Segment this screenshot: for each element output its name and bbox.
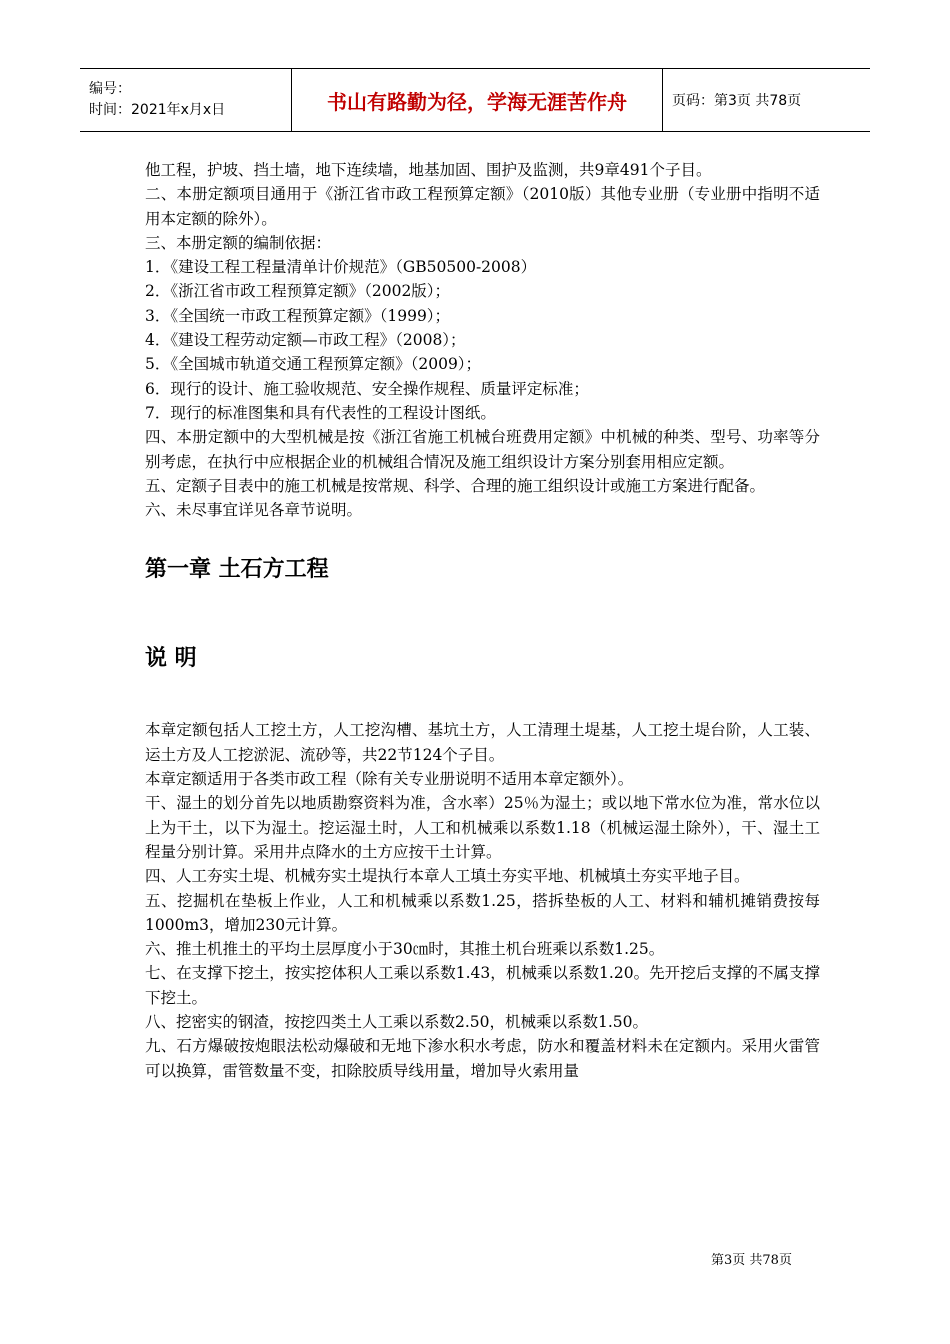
body-paragraph: 他工程，护坡、挡土墙，地下连续墙，地基加固、围护及监测，共9章491个子目。	[145, 161, 712, 179]
body-paragraph: 五、定额子目表中的施工机械是按常规、科学、合理的施工组织设计或施工方案进行配备。	[145, 476, 766, 495]
reference-item: 2．《浙江省市政工程预算定额》（2002版）；	[145, 282, 451, 301]
body-paragraph: 三、本册定额的编制依据：	[145, 233, 332, 252]
header-motto-cell	[291, 69, 663, 131]
document-number-label: 编号：	[89, 81, 131, 97]
body-paragraph: 二、本册定额项目通用于《浙江省市政工程预算定额》（2010版）其他专业册（专业册中指明不适用本定额的除外）。	[145, 185, 820, 228]
body-paragraph: 五、挖掘机在垫板上作业，人工和机械乘以系数1.25，搭拆垫板的人工、材料和辅机摊销费按每1000m3，增加230元计算。	[145, 891, 820, 934]
document-body	[145, 158, 820, 1083]
reference-item: 5．《全国城市轨道交通工程预算定额》（2009）；	[145, 355, 482, 374]
section-body	[145, 718, 820, 1082]
page-footer: 第3页 共78页	[711, 1253, 792, 1268]
reference-item: 1．《建设工程工程量清单计价规范》（GB50500-2008）	[145, 258, 537, 277]
header-page-number: 页码：第3页 共78页	[672, 93, 802, 109]
body-paragraph: 八、挖密实的钢渣，按挖四类土人工乘以系数2.50，机械乘以系数1.50。	[145, 1013, 649, 1032]
reference-item: 7．现行的标准图集和具有代表性的工程设计图纸。	[145, 403, 496, 422]
body-paragraph: 九、石方爆破按炮眼法松动爆破和无地下渗水积水考虑，防水和覆盖材料未在定额内。采用火雷管可以换算，雷管数量不变，扣除胶质导线用量，增加导火索用量	[145, 1037, 820, 1080]
header-left-cell	[80, 69, 291, 131]
body-paragraph: 本章定额适用于各类市政工程（除有关专业册说明不适用本章定额外）。	[145, 770, 634, 789]
body-paragraph: 四、人工夯实土堤、机械夯实土堤执行本章人工填土夯实平地、机械填土夯实平地子目。	[145, 867, 750, 886]
reference-item: 3．《全国统一市政工程预算定额》（1999）；	[145, 306, 451, 325]
body-paragraph: 四、本册定额中的大型机械是按《浙江省施工机械台班费用定额》中机械的种类、型号、功率等分别考虑，在执行中应根据企业的机械组合情况及施工组织设计方案分别套用相应定额。	[145, 428, 820, 471]
document-date: 时间：2021年x月x日	[89, 102, 226, 118]
header-page-cell	[663, 69, 870, 131]
body-paragraph: 六、推土机推土的平均土层厚度小于30㎝时，其推土机台班乘以系数1.25。	[145, 940, 665, 959]
body-paragraph: 七、在支撑下挖土，按实挖体积人工乘以系数1.43，机械乘以系数1.20。先开挖后支撑的不属支撑下挖土。	[145, 964, 820, 1007]
section-title: 说 明	[145, 646, 197, 672]
page-header	[80, 68, 870, 132]
reference-item: 6．现行的设计、施工验收规范、安全操作规程、质量评定标准；	[145, 379, 589, 398]
chapter-title: 第一章 土石方工程	[145, 557, 329, 583]
body-paragraph: 六、未尽事宜详见各章节说明。	[145, 501, 363, 520]
body-paragraph: 干、湿土的划分首先以地质勘察资料为准，含水率）25％为湿土；或以地下常水位为准，常水位以上为干土，以下为湿土。挖运湿土时，人工和机械乘以系数1.18（机械运湿土除外），干、湿土工程量分别计算。采用井点降水的土方应按干土计算。	[145, 794, 820, 861]
body-paragraph: 本章定额包括人工挖土方，人工挖沟槽、基坑土方，人工清理土堤基，人工挖土堤台阶，人工装、运土方及人工挖淤泥、流砂等，共22节124个子目。	[145, 721, 820, 764]
header-motto: 书山有路勤为径，学海无涯苦作舟	[327, 89, 627, 114]
reference-item: 4．《建设工程劳动定额—市政工程》（2008）；	[145, 331, 466, 350]
